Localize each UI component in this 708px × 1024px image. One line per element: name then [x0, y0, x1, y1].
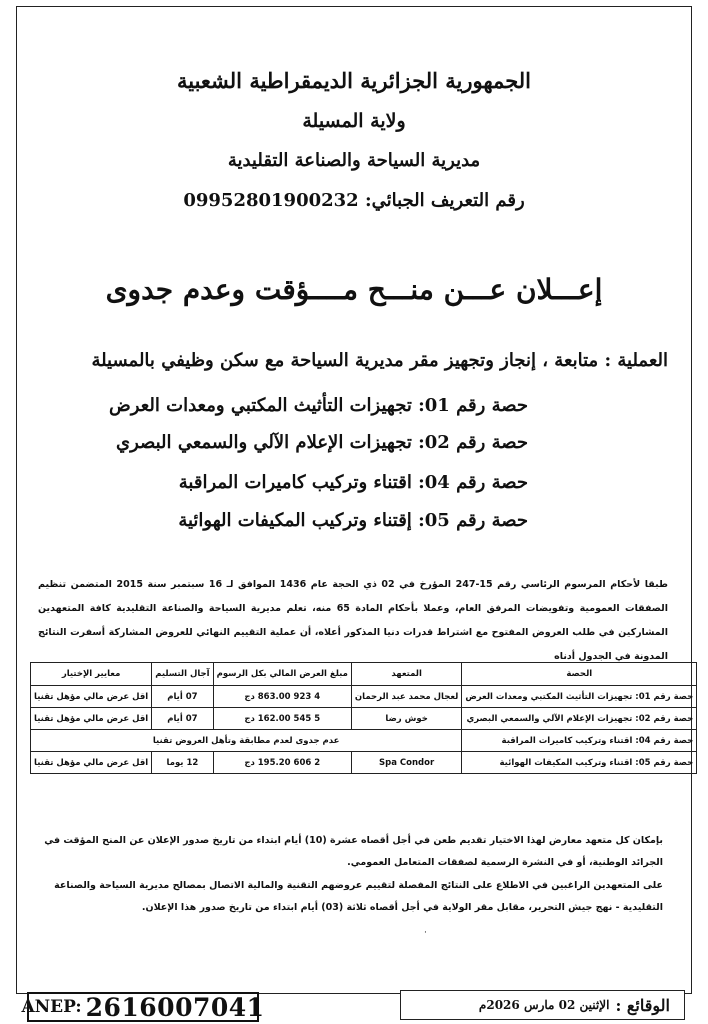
table-row [31, 708, 697, 730]
header-bidder: المتعهد [351, 663, 461, 686]
table-header-row [31, 663, 697, 686]
lot-line-05: حصة رقم 05: إقتناء وتركيب المكيفات الهوائية [178, 510, 528, 531]
cell-criteria: اقل عرض مالي مؤهل تقنيا [31, 708, 152, 730]
cell-amount: 5 545 162.00 دج [213, 708, 351, 730]
results-table [30, 662, 697, 774]
cell-lot: حصة رقم 05: اقتناء وتركيب المكيفات الهوائية [462, 752, 697, 774]
cell-bidder: خوش رضا [351, 708, 461, 730]
table-row [31, 752, 697, 774]
announcement-title: إعـــلان عـــن منـــح مــــؤقت وعدم جدوى [105, 273, 603, 306]
cell-delay: 07 أيام [152, 708, 213, 730]
header-lot: الحصة [462, 663, 697, 686]
header-criteria: معايير الإختيار [31, 663, 152, 686]
publication-box [400, 990, 685, 1020]
header-tax-id: رقم التعريف الجبائي: 09952801900232 [183, 190, 525, 211]
cell-delay: 12 يوما [152, 752, 213, 774]
operation-line: العملية : متابعة ، إنجاز وتجهيز مقر مديرية السياحة مع سكن وظيفي بالمسيلة [91, 350, 668, 371]
lot-line-02: حصة رقم 02: تجهيزات الإعلام الآلي والسمعي البصري [116, 432, 528, 453]
publication-label: الوقائع : [615, 995, 670, 1015]
header-wilaya: ولاية المسيلة [302, 110, 406, 132]
cell-criteria: اقل عرض مالي مؤهل تقنيا [31, 752, 152, 774]
cell-criteria: اقل عرض مالي مؤهل تقنيا [31, 686, 152, 708]
header-directorate: مديرية السياحة والصناعة التقليدية [227, 150, 481, 171]
header-delay: آجال التسليم [152, 663, 213, 686]
lot-line-01: حصة رقم 01: تجهيزات التأثيث المكتبي ومعدات العرض [109, 395, 528, 416]
header-republic: الجمهورية الجزائرية الديمقراطية الشعبية [176, 68, 531, 93]
legal-paragraph: طبقا لأحكام المرسوم الرئاسي رقم 15-247 المؤرخ في 02 ذي الحجة عام 1436 الموافق لـ 16 سبتمبر سنة 2015 المتضمن تنظيم الصفقات العمومية وتفويضات المرفق العام، وعملا بأحكام المادة 65 منه، تعلم مديرية السياحة والصناعة التقليدية كافة المتعهدين المشاركين في طلب العروض المفتوح مع اشتراط قدرات دنيا المذكور أعلاه، أن عملية التقييم النهائي للعروض المشاركة أسفرت النتائج المدونة في الجدول أدناه [38, 579, 668, 662]
cell-delay: 07 أيام [152, 686, 213, 708]
contact-paragraph: على المتعهدين الراغبين في الاطلاع على النتائج المفصلة لتقييم عروضهم التقنية والمالية الاتصال بمصالح مديرية السياحة والصناعة التقليدية - نهج جيش التحرير، مقابل مقر الولاية في أجل أقصاه ثلاثة (03) أيام ابتداء من تاريخ صدور هذا الإعلان. [54, 880, 663, 913]
cell-bidder: لعجال محمد عبد الرحمان [351, 686, 461, 708]
publication-date: الإثنين 02 مارس 2026م [478, 998, 610, 1012]
header-amount: مبلغ العرض المالي بكل الرسوم [213, 663, 351, 686]
lot-line-04: حصة رقم 04: اقتناء وتركيب كاميرات المراقبة [178, 472, 528, 493]
cell-amount: 2 606 195.20 دج [213, 752, 351, 774]
cell-lot: حصة رقم 04: اقتناء وتركيب كاميرات المراقبة [462, 730, 697, 752]
cell-amount: 4 923 863.00 دج [213, 686, 351, 708]
appeal-paragraph: بإمكان كل متعهد معارض لهذا الاختيار تقديم طعن في أجل أقصاه عشرة (10) أيام ابتداء من تاريخ صدور الإعلان عن المنح المؤقت في الجرائد الوطنية، أو في النشرة الرسمية لصفقات المتعامل العمومي. [44, 835, 663, 868]
table-row [31, 730, 697, 752]
cell-lot: حصة رقم 01: تجهيزات التأثيث المكتبي ومعدات العرض [462, 686, 697, 708]
anep-number: 2616007041 [85, 992, 265, 1022]
anep-box [21, 992, 265, 1022]
cell-unsuccessful: عدم جدوى لعدم مطابقة وتأهل العروض تقنيا [31, 730, 462, 752]
cell-bidder: Spa Condor [351, 752, 461, 774]
dot-mark: · [424, 928, 427, 938]
anep-label: ANEP: [21, 997, 82, 1017]
cell-lot: حصة رقم 02: تجهيزات الإعلام الآلي والسمعي البصري [462, 708, 697, 730]
table-row [31, 686, 697, 708]
